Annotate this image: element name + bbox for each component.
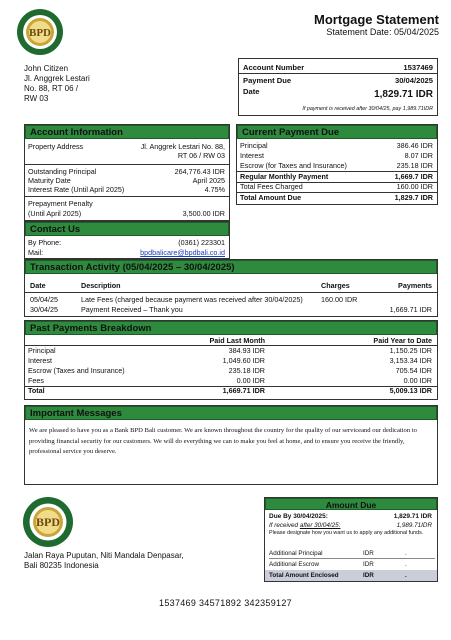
customer-address-line2: No. 88, RT 06 / (24, 84, 78, 93)
past-payment-ytd: 3,153.34 IDR (389, 356, 432, 365)
current-payment-label: Interest (240, 151, 264, 160)
customer-address-line3: RW 03 (24, 94, 49, 103)
total-enclosed-input[interactable]: . (405, 572, 407, 579)
past-payment-last-month: 1,049.60 IDR (222, 356, 265, 365)
bank-address-line1: Jalan Raya Puputan, Niti Mandala Denpasar, (24, 551, 184, 560)
account-number: 1537469 (403, 63, 433, 72)
statement-title: Mortgage Statement (314, 12, 439, 27)
past-payment-label: Escrow (Taxes and Insurance) (28, 366, 125, 375)
col-description: Description (81, 281, 121, 290)
col-date: Date (30, 281, 46, 290)
account-summary-box (238, 58, 438, 116)
additional-escrow-label: Additional Escrow (269, 561, 320, 568)
outstanding-principal-label: Outstanding Principal (28, 167, 97, 176)
current-payment-label: Total Amount Due (240, 193, 302, 202)
current-payment-label: Regular Monthly Payment (240, 172, 329, 181)
phone-number[interactable]: (0361) 223301 (178, 238, 225, 247)
maturity-date: April 2025 (192, 176, 225, 185)
property-address-line1: Jl. Anggrek Lestari No. 88, (140, 142, 225, 151)
svg-text:BPD: BPD (29, 27, 51, 39)
transaction-charges: 160.00 IDR (321, 295, 358, 304)
transaction-date: 30/04/25 (30, 305, 58, 314)
late-payment-note: If payment is received after 30/04/25, pay 1,989.71IDR (302, 106, 433, 112)
total-enclosed-currency: IDR (363, 572, 374, 579)
past-payment-label: Principal (28, 346, 56, 355)
past-payment-ytd: 705.54 IDR (395, 366, 432, 375)
customer-name: John Citizen (24, 64, 69, 73)
mail-link[interactable]: bpdbalicare@bpdbali.co.id (140, 248, 225, 257)
current-payment-value: 160.00 IDR (396, 182, 433, 191)
current-payment-value: 1,829.7 IDR (394, 193, 433, 202)
current-payment-value: 1,669.7 IDR (394, 172, 433, 181)
past-payment-ytd: 5,009.13 IDR (389, 386, 432, 395)
transaction-activity-panel (24, 259, 438, 317)
past-payment-label: Fees (28, 376, 44, 385)
transaction-activity-header: Transaction Activity (05/04/2025 – 30/04/2025) (25, 260, 437, 274)
current-payment-panel (236, 124, 438, 205)
additional-principal-input[interactable]: . (405, 550, 407, 557)
due-by-label: Due By 30/04/2025: (269, 513, 328, 520)
current-payment-label: Total Fees Charged (240, 182, 303, 191)
col-paid-year-to-date: Paid Year to Date (373, 336, 432, 345)
past-payment-last-month: 1,669.71 IDR (222, 386, 265, 395)
additional-escrow-input[interactable]: . (405, 561, 407, 568)
transaction-description: Late Fees (charged because payment was received after 30/04/2025) (81, 295, 303, 304)
additional-escrow-currency: IDR (363, 561, 374, 568)
past-payment-ytd: 1,150.25 IDR (389, 346, 432, 355)
contact-header: Contact Us (25, 222, 229, 236)
past-payment-last-month: 0.00 IDR (236, 376, 265, 385)
account-information-header: Account Information (25, 125, 229, 139)
current-payment-header: Current Payment Due (237, 125, 437, 139)
col-paid-last-month: Paid Last Month (209, 336, 265, 345)
late-received-label (269, 521, 340, 530)
important-messages-header: Important Messages (25, 406, 437, 420)
prepayment-penalty-period: (Until April 2025) (28, 209, 82, 218)
past-payment-label: Total (28, 386, 45, 395)
current-payment-value: 8.07 IDR (404, 151, 433, 160)
late-received-prefix: If received (269, 522, 300, 529)
past-payments-panel (24, 320, 438, 400)
current-payment-value: 235.18 IDR (396, 161, 433, 170)
maturity-date-label: Maturity Date (28, 176, 71, 185)
transaction-payments: 1,669.71 IDR (389, 305, 432, 314)
payment-due-label: Payment Due (243, 76, 292, 85)
property-address-label: Property Address (28, 142, 84, 151)
prepayment-penalty-label: Prepayment Penalty (28, 199, 93, 208)
past-payments-header: Past Payments Breakdown (25, 321, 437, 335)
outstanding-principal: 264,776.43 IDR (174, 167, 225, 176)
past-payment-ytd: 0.00 IDR (403, 376, 432, 385)
bank-logo-footer (22, 496, 74, 548)
contact-panel (24, 221, 230, 259)
svg-text:BPD: BPD (36, 515, 60, 529)
past-payment-label: Interest (28, 356, 52, 365)
date-label: Date (243, 87, 260, 96)
current-payment-label: Principal (240, 141, 268, 150)
additional-principal-currency: IDR (363, 550, 374, 557)
customer-address-line1: Jl. Anggrek Lestari (24, 74, 90, 83)
property-address-line2: RT 06 / RW 03 (177, 151, 225, 160)
transaction-date: 05/04/25 (30, 295, 58, 304)
current-payment-label: Escrow (for Taxes and Insurance) (240, 161, 347, 170)
transaction-description: Payment Received – Thank you (81, 305, 183, 314)
interest-rate: 4.75% (204, 185, 225, 194)
interest-rate-label: Interest Rate (Until April 2025) (28, 185, 125, 194)
footer-codes: 1537469 34571892 342359127 (159, 598, 292, 608)
amount-due-value: 1,829.71 IDR (374, 89, 433, 100)
late-received-date: after 30/04/25: (299, 522, 341, 529)
current-payment-value: 386.46 IDR (396, 141, 433, 150)
customer-address (24, 64, 90, 104)
phone-label: By Phone: (28, 238, 62, 247)
bank-address (24, 551, 184, 571)
past-payment-last-month: 384.93 IDR (228, 346, 265, 355)
important-messages-panel (24, 405, 438, 485)
statement-date: Statement Date: 05/04/2025 (326, 27, 439, 37)
col-charges: Charges (321, 281, 350, 290)
amount-due-header: Amount Due (265, 498, 437, 510)
additional-principal-label: Additional Principal (269, 550, 323, 557)
past-payment-last-month: 235.18 IDR (228, 366, 265, 375)
bank-address-line2: Bali 80235 Indonesia (24, 561, 99, 570)
account-number-label: Account Number (243, 63, 305, 72)
amount-due-coupon (264, 497, 438, 582)
important-messages-body: We are pleased to have you as a Bank BPD Bali customer. We are known throughout the country for the quality of our serviceand our dedication to providing financial security for our customers. We will do everything we can to make you feel at home, and to ensure you receive the friendly, professional service you deserve. (29, 427, 417, 455)
prepayment-penalty: 3,500.00 IDR (182, 209, 225, 218)
col-payments: Payments (398, 281, 432, 290)
additional-funds-instruction: Please designate how you want us to apply any additional funds. (269, 530, 424, 536)
payment-due-date: 30/04/2025 (394, 76, 433, 85)
mail-label: Mail: (28, 248, 44, 257)
total-enclosed-label: Total Amount Enclosed (269, 572, 339, 579)
due-by-value: 1,829.71 IDR (393, 513, 432, 520)
bank-logo (16, 8, 64, 56)
late-received-value: 1,989.71IDR (396, 522, 432, 529)
account-information-panel (24, 124, 230, 221)
